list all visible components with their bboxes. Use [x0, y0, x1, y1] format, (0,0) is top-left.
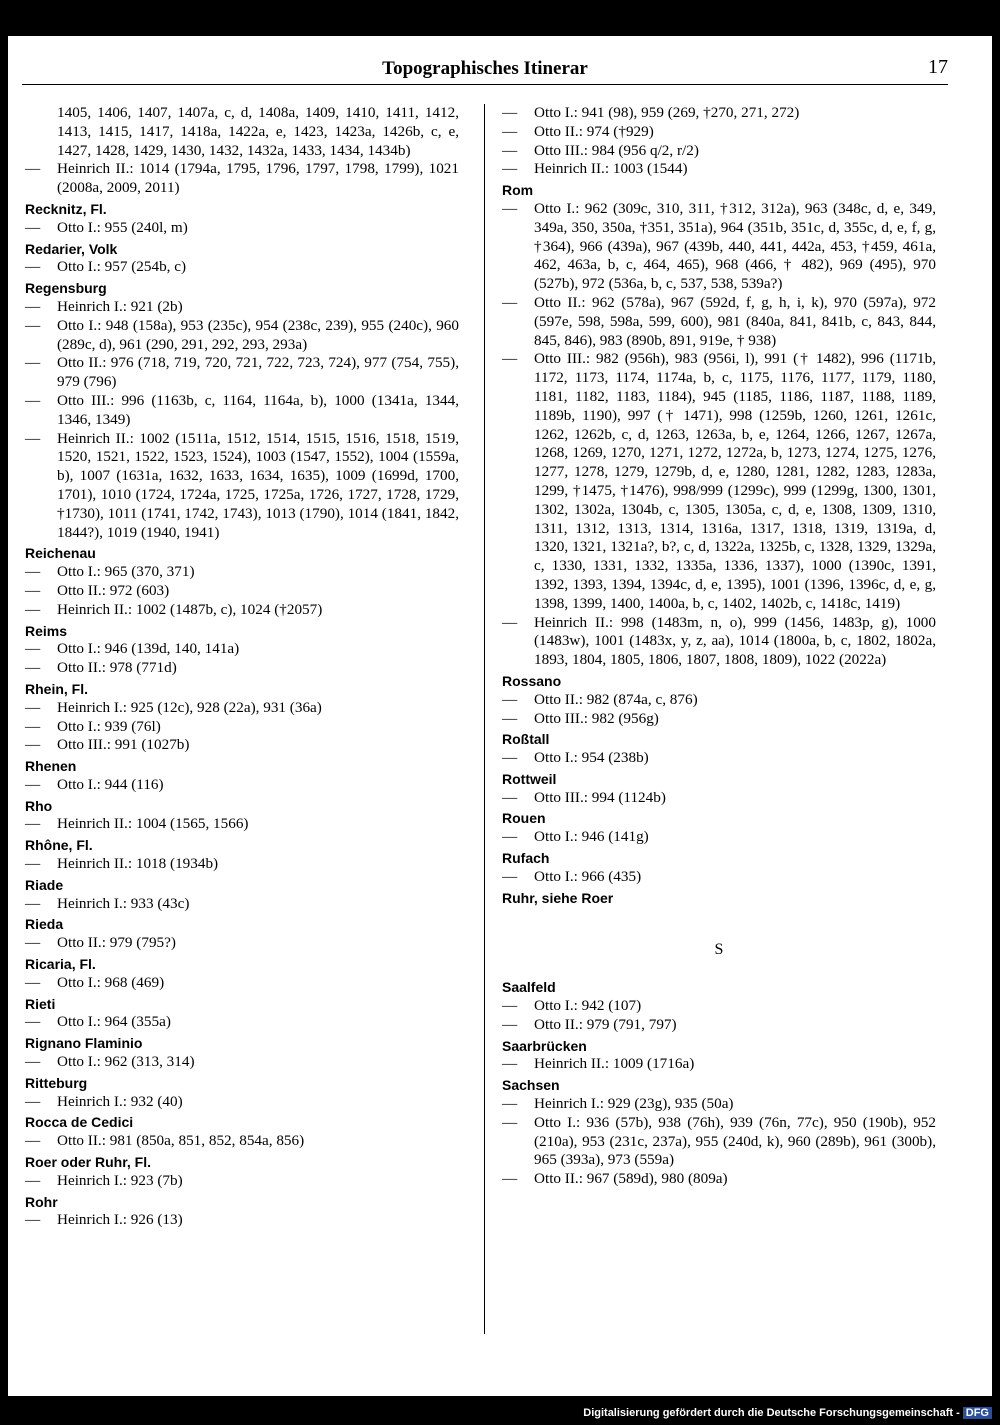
dash-marker: —	[25, 1053, 41, 1071]
entry-text: Otto I.: 954 (238b)	[534, 749, 649, 767]
entry-line	[502, 350, 936, 613]
entry-text: Otto II.: 979 (795?)	[57, 934, 176, 952]
dash-marker: —	[25, 736, 41, 754]
right-column	[502, 104, 936, 1189]
dash-marker: —	[502, 104, 518, 121]
page-number: 17	[928, 56, 948, 78]
entry-line	[502, 1016, 936, 1035]
entry-line	[502, 160, 936, 179]
entry-text: Heinrich II.: 1002 (1487b, c), 1024 (†2057)	[57, 600, 323, 618]
entry-line	[25, 776, 459, 795]
entry-text: Heinrich I.: 926 (13)	[57, 1211, 183, 1229]
entry-heading: Redarier, Volk	[25, 240, 118, 257]
dash-marker: —	[25, 659, 41, 677]
dash-marker: —	[502, 141, 518, 159]
entry-line	[25, 1211, 459, 1230]
entry-heading: Rhenen	[25, 758, 77, 775]
entry-heading: Saarbrücken	[502, 1037, 587, 1054]
dash-marker: —	[25, 1211, 41, 1229]
entry-line	[25, 855, 459, 874]
entry-text: Otto I.: 942 (107)	[534, 997, 642, 1015]
entry-line	[25, 354, 459, 392]
entry-text: Otto I.: 936 (57b), 938 (76h), 939 (76n, 77c), 950 (190b), 952 (210a), 953 (231c, 237a), 955 (240d, k), 960 (289b), 961 (300b), 965 (393a), 973 (559a)	[534, 1113, 936, 1169]
entry-line	[25, 1053, 459, 1072]
entry-text: Otto II.: 972 (603)	[57, 581, 170, 599]
dfg-logo: DFG	[963, 1407, 992, 1419]
dash-marker: —	[25, 581, 41, 599]
entry-text: Otto II.: 962 (578a), 967 (592d, f, g, h, i, k), 970 (597a), 972 (597e, 598, 598a, 599, 600), 981 (840a, 841, 841b, c, 843, 844, 845, 846), 983 (890b, 891, 919e, † 938)	[534, 293, 936, 349]
continuation-text: 1405, 1406, 1407, 1407a, c, d, 1408a, 1409, 1410, 1411, 1412, 1413, 1415, 1417, 1418a, 1422a, e, 1423, 1423a, 1426b, c, e, 1427, 1428, 1429, 1430, 1432, 1432a, 1433, 1434, 1434b)	[57, 104, 459, 159]
entry-text: Heinrich II.: 1018 (1934b)	[57, 855, 219, 873]
entry-heading: Rufach	[502, 850, 550, 867]
entry-text: Heinrich I.: 932 (40)	[57, 1092, 183, 1110]
entry-text: Heinrich II.: 1014 (1794a, 1795, 1796, 1797, 1798, 1799), 1021 (2008a, 2009, 2011)	[57, 160, 459, 197]
dash-marker: —	[25, 1171, 41, 1189]
dash-marker: —	[502, 1055, 518, 1073]
entry-line	[502, 614, 936, 670]
entry-line	[25, 430, 459, 543]
header-rule	[22, 84, 948, 85]
dash-marker: —	[25, 258, 41, 276]
entry-line	[502, 1055, 936, 1074]
entry-line	[502, 294, 936, 350]
dash-marker: —	[502, 828, 518, 846]
dash-marker: —	[25, 717, 41, 735]
entry-heading: Reichenau	[25, 545, 96, 562]
entry-text: Otto III.: 982 (956g)	[534, 709, 659, 727]
entry-text: Otto I.: 964 (355a)	[57, 1013, 171, 1031]
entry-text: Otto II.: 967 (589d), 980 (809a)	[534, 1170, 728, 1188]
dash-marker: —	[502, 122, 518, 140]
dash-marker: —	[25, 894, 41, 912]
entry-text: Otto I.: 946 (139d, 140, 141a)	[57, 640, 240, 658]
dash-marker: —	[502, 1015, 518, 1033]
entry-line	[25, 1013, 459, 1032]
entry-line	[25, 815, 459, 834]
dash-marker: —	[502, 749, 518, 767]
entry-line	[502, 691, 936, 710]
entry-line	[502, 1170, 936, 1189]
entry-text: Otto I.: 948 (158a), 953 (235c), 954 (238c, 239), 955 (240c), 960 (289c, d), 961 (290, 291, 292, 293, 293a)	[57, 316, 459, 353]
entry-text: Otto II.: 979 (791, 797)	[534, 1015, 677, 1033]
entry-line	[25, 317, 459, 355]
entry-heading: Rieda	[25, 916, 64, 933]
entry-heading: Roßtall	[502, 731, 550, 748]
dash-marker: —	[502, 350, 518, 368]
entry-heading: Rohr	[25, 1193, 58, 1210]
dash-marker: —	[502, 867, 518, 885]
entry-text: Otto II.: 978 (771d)	[57, 659, 177, 677]
entry-line	[25, 563, 459, 582]
entry-heading: Rom	[502, 182, 534, 199]
entry-heading: Rhône, Fl.	[25, 837, 93, 854]
entry-line	[502, 749, 936, 768]
entry-line	[25, 736, 459, 755]
entry-heading: Rho	[25, 797, 53, 814]
entry-text: Otto III.: 982 (956h), 983 (956i, l), 991 († 1482), 996 (1171b, 1172, 1173, 1174, 1174a, b, c, 1175, 1176, 1177, 1179, 1180, 1181, 1182, 1183, 1184), 945 (1185, 1186, 1187, 1188, 1189, 1189b, 1190), 997 († 1471), 998 (1259b, 1260, 1261, 1261c, 1262, 1262b, c, d, 1263, 1263a, b, e, 1264, 1266, 1267, 1267a, 1268, 1269, 1270, 1271, 1272, 1272a, b, 1273, 1274, 1275, 1276, 1277, 1278, 1279, 1279b, d, e, 1280, 1281, 1282, 1283, 1283a, 1299, †1475, †1476), 998/999 (1299c), 999 (1299g, 1300, 1301, 1302, 1302a, 1304b, c, 1305, 1305a, c, d, e, 1308, 1309, 1310, 1311, 1312, 1313, 1314, 1316a, 1317, 1318, 1319, 1319a, d, 1320, 1321, 1321a?, b?, c, d, 1322a, 1325b, c, 1328, 1329, 1329a, c, 1330, 1331, 1332, 1335a, 1336, 1337), 1000 (1390c, 1391, 1392, 1393, 1394, 1394c, d, e, 1395), 1001 (1396, 1396c, d, e, g, 1398, 1399, 1400, 1400a, b, c, 1402, 1402b, c, 1418c, 1419)	[534, 350, 936, 612]
entry-line	[25, 1172, 459, 1191]
entry-line	[25, 1132, 459, 1151]
dash-marker: —	[25, 815, 41, 833]
entry-line	[25, 718, 459, 737]
entry-heading: Rhein, Fl.	[25, 680, 88, 697]
entry-line	[502, 789, 936, 808]
dash-marker: —	[502, 1113, 518, 1131]
entry-line	[25, 1093, 459, 1112]
dash-marker: —	[25, 297, 41, 315]
entry-line	[502, 868, 936, 887]
entry-text: Otto II.: 976 (718, 719, 720, 721, 722, 723, 724), 977 (754, 755), 979 (796)	[57, 354, 459, 391]
entry-text: Otto I.: 965 (370, 371)	[57, 563, 195, 581]
entry-line	[25, 974, 459, 993]
entry-line	[502, 1114, 936, 1170]
entry-text: Heinrich I.: 933 (43c)	[57, 894, 190, 912]
dash-marker: —	[502, 690, 518, 708]
dash-marker: —	[25, 775, 41, 793]
dash-marker: —	[25, 391, 41, 409]
entry-text: Heinrich I.: 925 (12c), 928 (22a), 931 (36a)	[57, 698, 322, 716]
document-page	[8, 36, 992, 1396]
entry-heading: Riade	[25, 876, 64, 893]
entry-line	[502, 1095, 936, 1114]
dash-marker: —	[25, 934, 41, 952]
entry-heading: Recknitz, Fl.	[25, 200, 107, 217]
dash-marker: —	[25, 1092, 41, 1110]
running-title: Topographisches Itinerar	[382, 58, 588, 79]
entry-text: Heinrich I.: 929 (23g), 935 (50a)	[534, 1095, 734, 1113]
entry-line	[502, 997, 936, 1016]
dash-marker: —	[25, 218, 41, 236]
entry-heading: Regensburg	[25, 280, 107, 297]
entry-heading: Rocca de Cedici	[25, 1114, 134, 1131]
entry-text: Heinrich II.: 1003 (1544)	[534, 160, 688, 178]
dash-marker: —	[502, 997, 518, 1015]
entry-heading: Rignano Flaminio	[25, 1035, 143, 1052]
dash-marker: —	[25, 316, 41, 334]
section-letter: S	[714, 941, 724, 959]
entry-line	[25, 582, 459, 601]
entry-line	[502, 142, 936, 161]
entry-text: Heinrich II.: 998 (1483m, n, o), 999 (1456, 1483p, g), 1000 (1483w), 1001 (1483x, y, z, aa), 1014 (1800a, b, c, 1802, 1802a, 1893, 1804, 1805, 1806, 1807, 1808, 1809), 1022 (2022a)	[534, 613, 936, 669]
page-header	[22, 54, 948, 84]
entry-text: Otto III.: 991 (1027b)	[57, 736, 190, 754]
entry-heading: Rieti	[25, 995, 56, 1012]
entry-heading: Reims	[25, 622, 68, 639]
footer-text: Digitalisierung gefördert durch die Deutsche Forschungsgemeinschaft -	[583, 1407, 960, 1419]
entry-heading: Ruhr, siehe Roer	[502, 889, 614, 906]
dash-marker: —	[25, 855, 41, 873]
column-divider	[484, 104, 485, 1334]
entry-text: Otto I.: 957 (254b, c)	[57, 258, 187, 276]
dash-marker: —	[25, 1013, 41, 1031]
dash-marker: —	[25, 160, 41, 178]
entry-line	[502, 123, 936, 142]
entry-heading: Sachsen	[502, 1077, 560, 1094]
entry-text: Heinrich II.: 1009 (1716a)	[534, 1055, 695, 1073]
entry-line	[25, 392, 459, 430]
entry-text: Otto I.: 941 (98), 959 (269, †270, 271, 272)	[534, 104, 800, 121]
dash-marker: —	[25, 354, 41, 372]
left-column	[25, 104, 459, 1230]
entry-heading: Rottweil	[502, 770, 557, 787]
dash-marker: —	[502, 613, 518, 631]
entry-text: Otto II.: 982 (874a, c, 876)	[534, 690, 698, 708]
dash-marker: —	[502, 1170, 518, 1188]
entry-line	[25, 258, 459, 277]
entry-line	[25, 895, 459, 914]
entry-text: Otto I.: 955 (240l, m)	[57, 218, 188, 236]
entry-text: Otto II.: 974 (†929)	[534, 122, 654, 140]
entry-text: Otto I.: 939 (76l)	[57, 717, 161, 735]
entry-line	[25, 659, 459, 678]
entry-heading: Roer oder Ruhr, Fl.	[25, 1154, 152, 1171]
entry-text: Heinrich II.: 1004 (1565, 1566)	[57, 815, 249, 833]
entry-heading: Rossano	[502, 672, 562, 689]
entry-text: Otto III.: 984 (956 q/2, r/2)	[534, 141, 699, 159]
entry-text: Otto I.: 944 (116)	[57, 775, 164, 793]
dash-marker: —	[502, 160, 518, 178]
entry-line	[25, 640, 459, 659]
entry-line	[25, 601, 459, 620]
entry-line	[25, 298, 459, 317]
dash-marker: —	[25, 698, 41, 716]
entry-text: Otto I.: 962 (309c, 310, 311, †312, 312a), 963 (348c, d, e, 349, 349a, 350, 350a, †351, 351a), 964 (351b, 351c, d, 355c, d, e, f, g, †364), 966 (439a), 967 (439b, 440, 441, 442a, 453, †459, 461a, 462, 463a, b, c, 464, 465), 968 (466, † 482), 969 (495), 970 (527b), 972 (536a, b, c, 537, 538, 539a?)	[534, 199, 936, 293]
entry-text: Otto III.: 994 (1124b)	[534, 788, 666, 806]
dash-marker: —	[25, 563, 41, 581]
entry-text: Otto I.: 966 (435)	[534, 867, 642, 885]
dash-marker: —	[502, 788, 518, 806]
entry-text: Heinrich II.: 1002 (1511a, 1512, 1514, 1515, 1516, 1518, 1519, 1520, 1521, 1522, 1523, 1524), 1003 (1547, 1552), 1004 (1559a, b), 1007 (1631a, 1632, 1633, 1634, 1635), 1009 (1699d, 1700, 1701), 1010 (1724, 1724a, 1725, 1725a, 1726, 1727, 1728, 1729, †1730), 1011 (1741, 1742, 1743), 1013 (1790), 1014 (1841, 1842, 1844?), 1019 (1940, 1941)	[57, 429, 459, 541]
entry-text: Otto I.: 968 (469)	[57, 973, 165, 991]
entry-line	[502, 200, 936, 294]
dash-marker: —	[25, 1132, 41, 1150]
entry-text: Heinrich I.: 921 (2b)	[57, 297, 183, 315]
dash-marker: —	[25, 640, 41, 658]
entry-text: Otto III.: 996 (1163b, c, 1164, 1164a, b), 1000 (1341a, 1344, 1346, 1349)	[57, 391, 459, 428]
entry-heading: Ritteburg	[25, 1074, 88, 1091]
entry-text: Otto I.: 946 (141g)	[534, 828, 649, 846]
entry-text: Otto II.: 981 (850a, 851, 852, 854a, 856)	[57, 1132, 305, 1150]
entry-line	[25, 699, 459, 718]
entry-text: Heinrich I.: 923 (7b)	[57, 1171, 183, 1189]
entry-line	[25, 934, 459, 953]
footer-credit	[583, 1407, 992, 1419]
entry-text: Otto I.: 962 (313, 314)	[57, 1053, 195, 1071]
dash-marker: —	[502, 199, 518, 217]
dash-marker: —	[25, 600, 41, 618]
entry-heading: Ricaria, Fl.	[25, 956, 96, 973]
entry-line	[502, 710, 936, 729]
entry-heading: Rouen	[502, 810, 546, 827]
dash-marker: —	[25, 973, 41, 991]
entry-line	[502, 104, 936, 123]
dash-marker: —	[502, 293, 518, 311]
dash-marker: —	[502, 1095, 518, 1113]
dash-marker: —	[502, 709, 518, 727]
dash-marker: —	[25, 429, 41, 447]
entry-heading: Saalfeld	[502, 979, 556, 996]
entry-line	[25, 160, 459, 198]
entry-line	[25, 219, 459, 238]
entry-line	[502, 828, 936, 847]
